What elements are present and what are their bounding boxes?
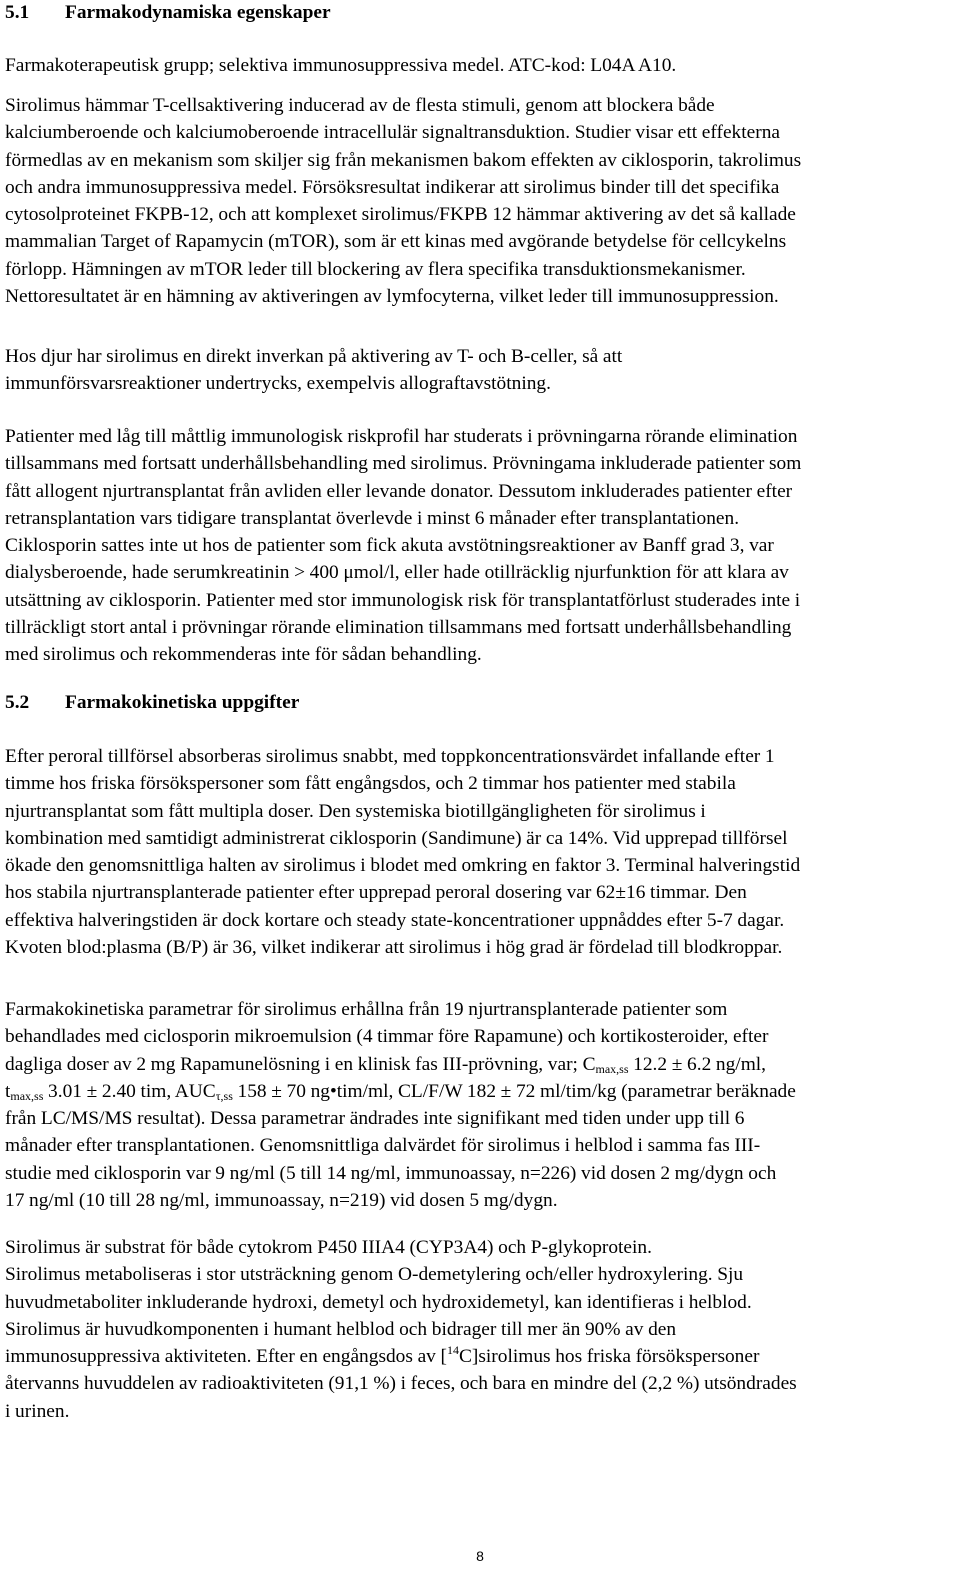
text-line: förlopp. Hämningen av mTOR leder till blockering av flera specifika transduktionsmekanismer. — [5, 258, 746, 280]
text-line: studie med ciklosporin var 9 ng/ml (5 till 14 ng/ml, immunoassay, n=226) vid dosen 2 mg/dygn och — [5, 1162, 777, 1184]
text-line: behandlades med ciclosporin mikroemulsion (4 timmar före Rapamune) och kortikosteroider, efter — [5, 1026, 769, 1048]
section-title: Farmakodynamiska egenskaper — [65, 2, 331, 23]
text-segment: t — [5, 1080, 11, 1102]
text-line: tillsammans med fortsatt underhållsbehandling med sirolimus. Prövningama inkluderade patienter som — [5, 453, 802, 475]
text-line: och andra immunosuppressiva medel. Försöksresultat indikerar att sirolimus binder till det specifika — [5, 176, 780, 198]
paragraph-parameters — [5, 996, 957, 1214]
text-segment: 12.2 ± 6.2 ng/ml, — [628, 1053, 767, 1075]
text-line: från LC/MS/MS resultat). Dessa parametrar ändrades inte signifikant med tiden under upp till 6 — [5, 1108, 745, 1130]
text-line: månader efter transplantationen. Genomsnittliga dalvärdet för sirolimus i helblod i samma fas III- — [5, 1135, 761, 1157]
text-line: Efter peroral tillförsel absorberas sirolimus snabbt, med toppkoncentrationsvärdet infallande efter 1 — [5, 746, 775, 767]
paragraph-mechanism — [5, 92, 957, 310]
section-number: 5.1 — [5, 2, 30, 23]
text-line: mammalian Target of Rapamycin (mTOR), som är ett kinas med avgörande betydelse för cellcykelns — [5, 231, 787, 253]
section-heading-5-1 — [5, 0, 331, 26]
text-line: retransplantation vars tidigare transplantat överlevde i minst 6 månader efter transplantationen. — [5, 507, 740, 529]
text-line: huvudmetaboliter inkluderande hydroxi, demetyl och hydroxidemetyl, kan identifieras i helblod. — [5, 1291, 752, 1313]
text-line: Kvoten blod:plasma (B/P) är 36, vilket indikerar att sirolimus i hög grad är fördelad till blodkroppar. — [5, 937, 783, 959]
text-line: kombination med samtidigt administrerat ciklosporin (Sandimune) är ca 14%. Vid upprepad tillförsel — [5, 827, 788, 849]
section-heading-5-2 — [5, 689, 299, 716]
text-line — [5, 1343, 957, 1370]
text-line: hos stabila njurtransplanterade patienter efter upprepad peroral dosering var 62±16 timmar. Den — [5, 882, 747, 904]
section-number: 5.2 — [5, 692, 30, 713]
text-line — [5, 1051, 957, 1078]
text-line: Sirolimus metaboliseras i stor utsträckning genom O-demetylering och/eller hydroxylering. Sju — [5, 1264, 744, 1286]
text-line: effektiva halveringstiden är dock kortare och steady state-koncentrationer uppnåddes efter 5-7 dagar. — [5, 909, 785, 931]
text-line: njurtransplantat som fått multipla doser. Den systemiska biotillgängligheten för sirolimus i — [5, 800, 706, 822]
text-line: timme hos friska försökspersoner som fått engångsdos, och 2 timmar hos patienter med stabila — [5, 773, 736, 795]
paragraph-absorption — [5, 743, 957, 961]
text-line: 17 ng/ml (10 till 28 ng/ml, immunoassay, n=219) vid dosen 5 mg/dygn. — [5, 1190, 558, 1212]
paragraph-patients — [5, 423, 957, 669]
text-line: Sirolimus är substrat för både cytokrom P450 IIIA4 (CYP3A4) och P-glykoprotein. — [5, 1237, 652, 1258]
text-line: dialysberoende, hade serumkreatinin > 400 μmol/l, eller hade otillräcklig njurfunktion för att klara av — [5, 562, 789, 584]
text-line: cytosolproteinet FKPB-12, och att komplexet sirolimus/FKPB 12 hämmar aktivering av det så kallade — [5, 204, 796, 226]
text-segment: C]sirolimus hos friska försökspersoner — [458, 1346, 760, 1368]
text-line: utsättning av ciklosporin. Patienter med stor immunologisk risk för transplantatförlust studerades inte i — [5, 589, 801, 611]
text-line: fått allogent njurtransplantat från avliden eller levande donator. Dessutom inkluderades patienter efter — [5, 480, 793, 502]
text-line — [5, 1078, 957, 1105]
page-number: 8 — [476, 1548, 484, 1564]
paragraph-metabolism — [5, 1234, 957, 1425]
text-line: Hos djur har sirolimus en direkt inverkan på aktivering av T- och B-celler, så att — [5, 346, 623, 367]
text-segment: 158 ± 70 ng•tim/ml, CL/F/W 182 ± 72 ml/tim/kg (parametrar beräknade — [232, 1080, 796, 1102]
text-line: kalciumberoende och kalciumoberoende intracellulär signaltransduktion. Studier visar ett effekterna — [5, 122, 781, 144]
text-line: förmedlas av en mekanism som skiljer sig från mekanismen bakom effekten av ciklosporin, takrolimus — [5, 149, 802, 171]
text-line: Ciklosporin sattes inte ut hos de patienter som fick akuta avstötningsreaktioner av Banff grad 3, var — [5, 535, 774, 557]
text-line: immunförsvarsreaktioner undertrycks, exempelvis allograftavstötning. — [5, 373, 551, 395]
subscript: max,ss — [595, 1061, 629, 1076]
text-segment: 3.01 ± 2.40 tim, AUC — [43, 1080, 216, 1102]
text-line: ökade den genomsnittliga halten av sirolimus i blodet med omkring en faktor 3. Terminal halveringstid — [5, 855, 801, 877]
subscript: max,ss — [10, 1088, 44, 1103]
text-line: Sirolimus hämmar T-cellsaktivering inducerad av de flesta stimuli, genom att blockera både — [5, 95, 715, 116]
text-line: Farmakokinetiska parametrar för sirolimus erhållna från 19 njurtransplanterade patienter som — [5, 999, 728, 1020]
superscript: 14 — [446, 1343, 459, 1358]
text-segment: dagliga doser av 2 mg Rapamunelösning i en klinisk fas III-prövning, var; C — [5, 1053, 596, 1075]
text-line: Patienter med låg till måttlig immunologisk riskprofil har studerats i prövningarna rörande elimination — [5, 426, 798, 447]
text-line: med sirolimus och rekommenderas inte för sådan behandling. — [5, 644, 482, 666]
section-title: Farmakokinetiska uppgifter — [65, 692, 300, 713]
text-line: återvanns huvuddelen av radioaktiviteten (91,1 %) i feces, och bara en mindre del (2,2 %) utsöndrades — [5, 1373, 797, 1395]
text-line: Sirolimus är huvudkomponenten i humant helblod och bidrager till mer än 90% av den — [5, 1318, 677, 1340]
text-segment: immunosuppressiva aktiviteten. Efter en engångsdos av [ — [5, 1346, 447, 1368]
paragraph-atc — [5, 52, 957, 79]
text-line: tillräckligt stort antal i prövningar rörande elimination tillsammans med fortsatt underhållsbehandling — [5, 617, 792, 639]
subscript: τ,ss — [215, 1088, 233, 1103]
text-line: i urinen. — [5, 1400, 70, 1422]
text-line: Farmakoterapeutisk grupp; selektiva immunosuppressiva medel. ATC-kod: L04A A10. — [5, 55, 677, 76]
text-line: Nettoresultatet är en hämning av aktiveringen av lymfocyterna, vilket leder till immunosuppression. — [5, 286, 779, 308]
paragraph-animal — [5, 343, 957, 398]
